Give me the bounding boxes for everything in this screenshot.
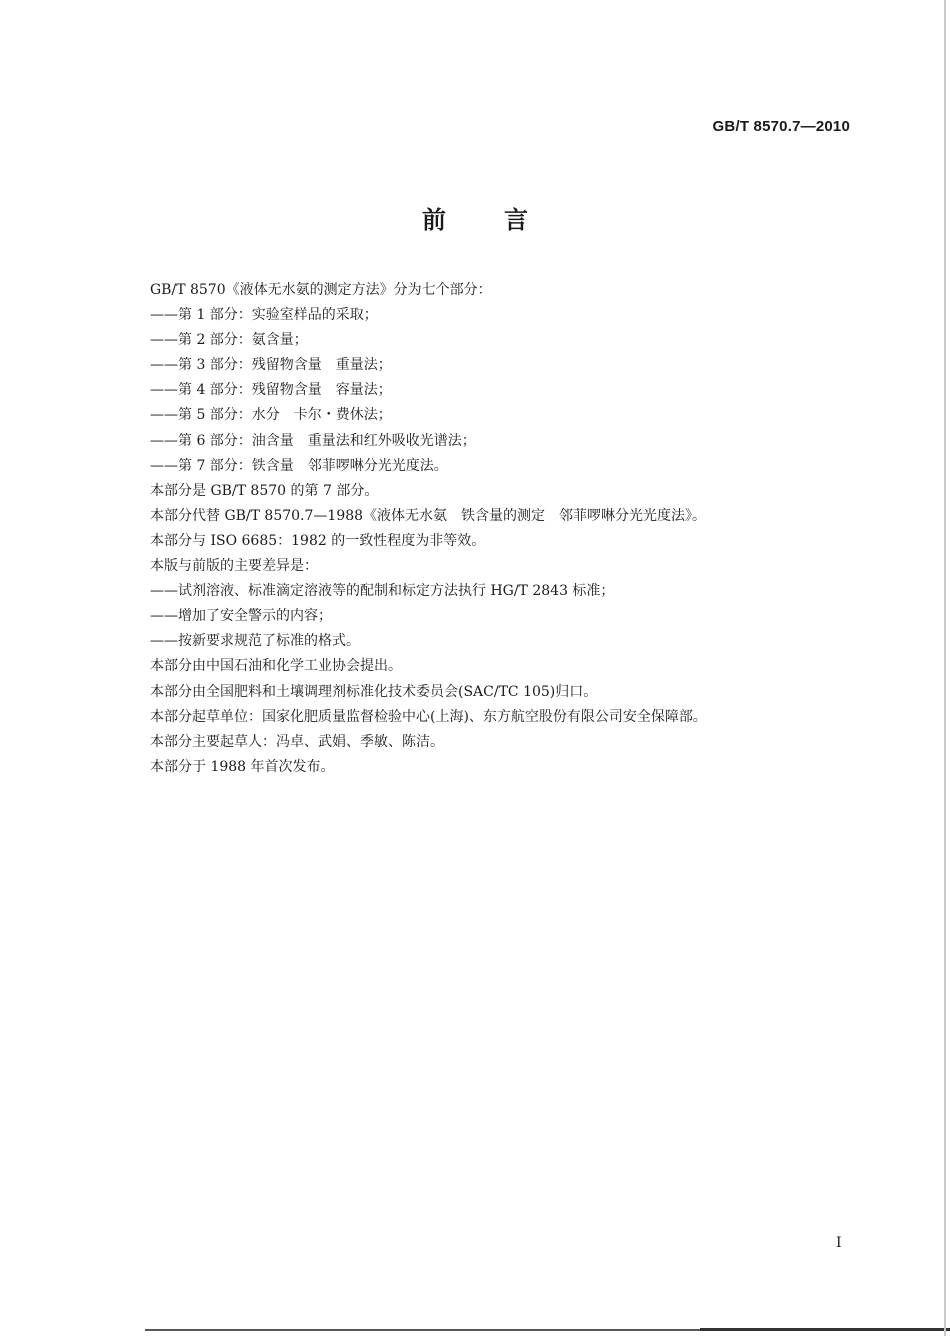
foreword-line: GB/T 8570《液体无水氨的测定方法》分为七个部分： [150, 282, 492, 298]
foreword-line: 本部分由全国肥料和土壤调理剂标准化技术委员会(SAC/TC 105)归口。 [150, 683, 598, 700]
part-list-item: ——第 1 部分：实验室样品的采取； [150, 307, 378, 324]
part-list-item: ——第 2 部分：氨含量； [150, 332, 308, 349]
foreword-line: 本部分代替 GB/T 8570.7—1988《液体无水氨 铁含量的测定 邻菲啰啉分光光度法》。 [150, 507, 707, 524]
difference-list-item: ——试剂溶液、标准滴定溶液等的配制和标定方法执行 HG/T 2843 标准； [150, 583, 615, 600]
part-list-item: ——第 4 部分：残留物含量 容量法； [150, 382, 392, 399]
foreword-line: 本部分与 ISO 6685：1982 的一致性程度为非等效。 [150, 532, 486, 549]
standard-number: GB/T 8570.7—2010 [712, 118, 850, 135]
part-list-item: ——第 3 部分：残留物含量 重量法； [150, 357, 392, 374]
right-scan-edge [944, 0, 946, 1336]
page-title: 前言 [422, 206, 586, 234]
difference-list-item: ——按新要求规范了标准的格式。 [150, 633, 360, 650]
difference-list-item: ——增加了安全警示的内容； [150, 608, 332, 625]
foreword-line: 本部分起草单位：国家化肥质量监督检验中心(上海)、东方航空股份有限公司安全保障部。 [150, 708, 707, 725]
foreword-line: 本部分主要起草人：冯卓、武娟、季敏、陈洁。 [150, 733, 444, 750]
foreword-line: 本部分于 1988 年首次发布。 [150, 758, 335, 775]
bottom-scan-edge-dark [700, 1328, 950, 1331]
foreword-line: 本部分是 GB/T 8570 的第 7 部分。 [150, 482, 379, 499]
part-list-item: ——第 7 部分：铁含量 邻菲啰啉分光光度法。 [150, 457, 448, 474]
foreword-line: 本部分由中国石油和化学工业协会提出。 [150, 658, 402, 675]
part-list-item: ——第 6 部分：油含量 重量法和红外吸收光谱法； [150, 432, 476, 449]
page-number: I [836, 1235, 842, 1251]
part-list-item: ——第 5 部分：水分 卡尔・费休法； [150, 407, 392, 424]
foreword-body [150, 278, 850, 780]
foreword-line: 本版与前版的主要差异是： [150, 558, 318, 575]
